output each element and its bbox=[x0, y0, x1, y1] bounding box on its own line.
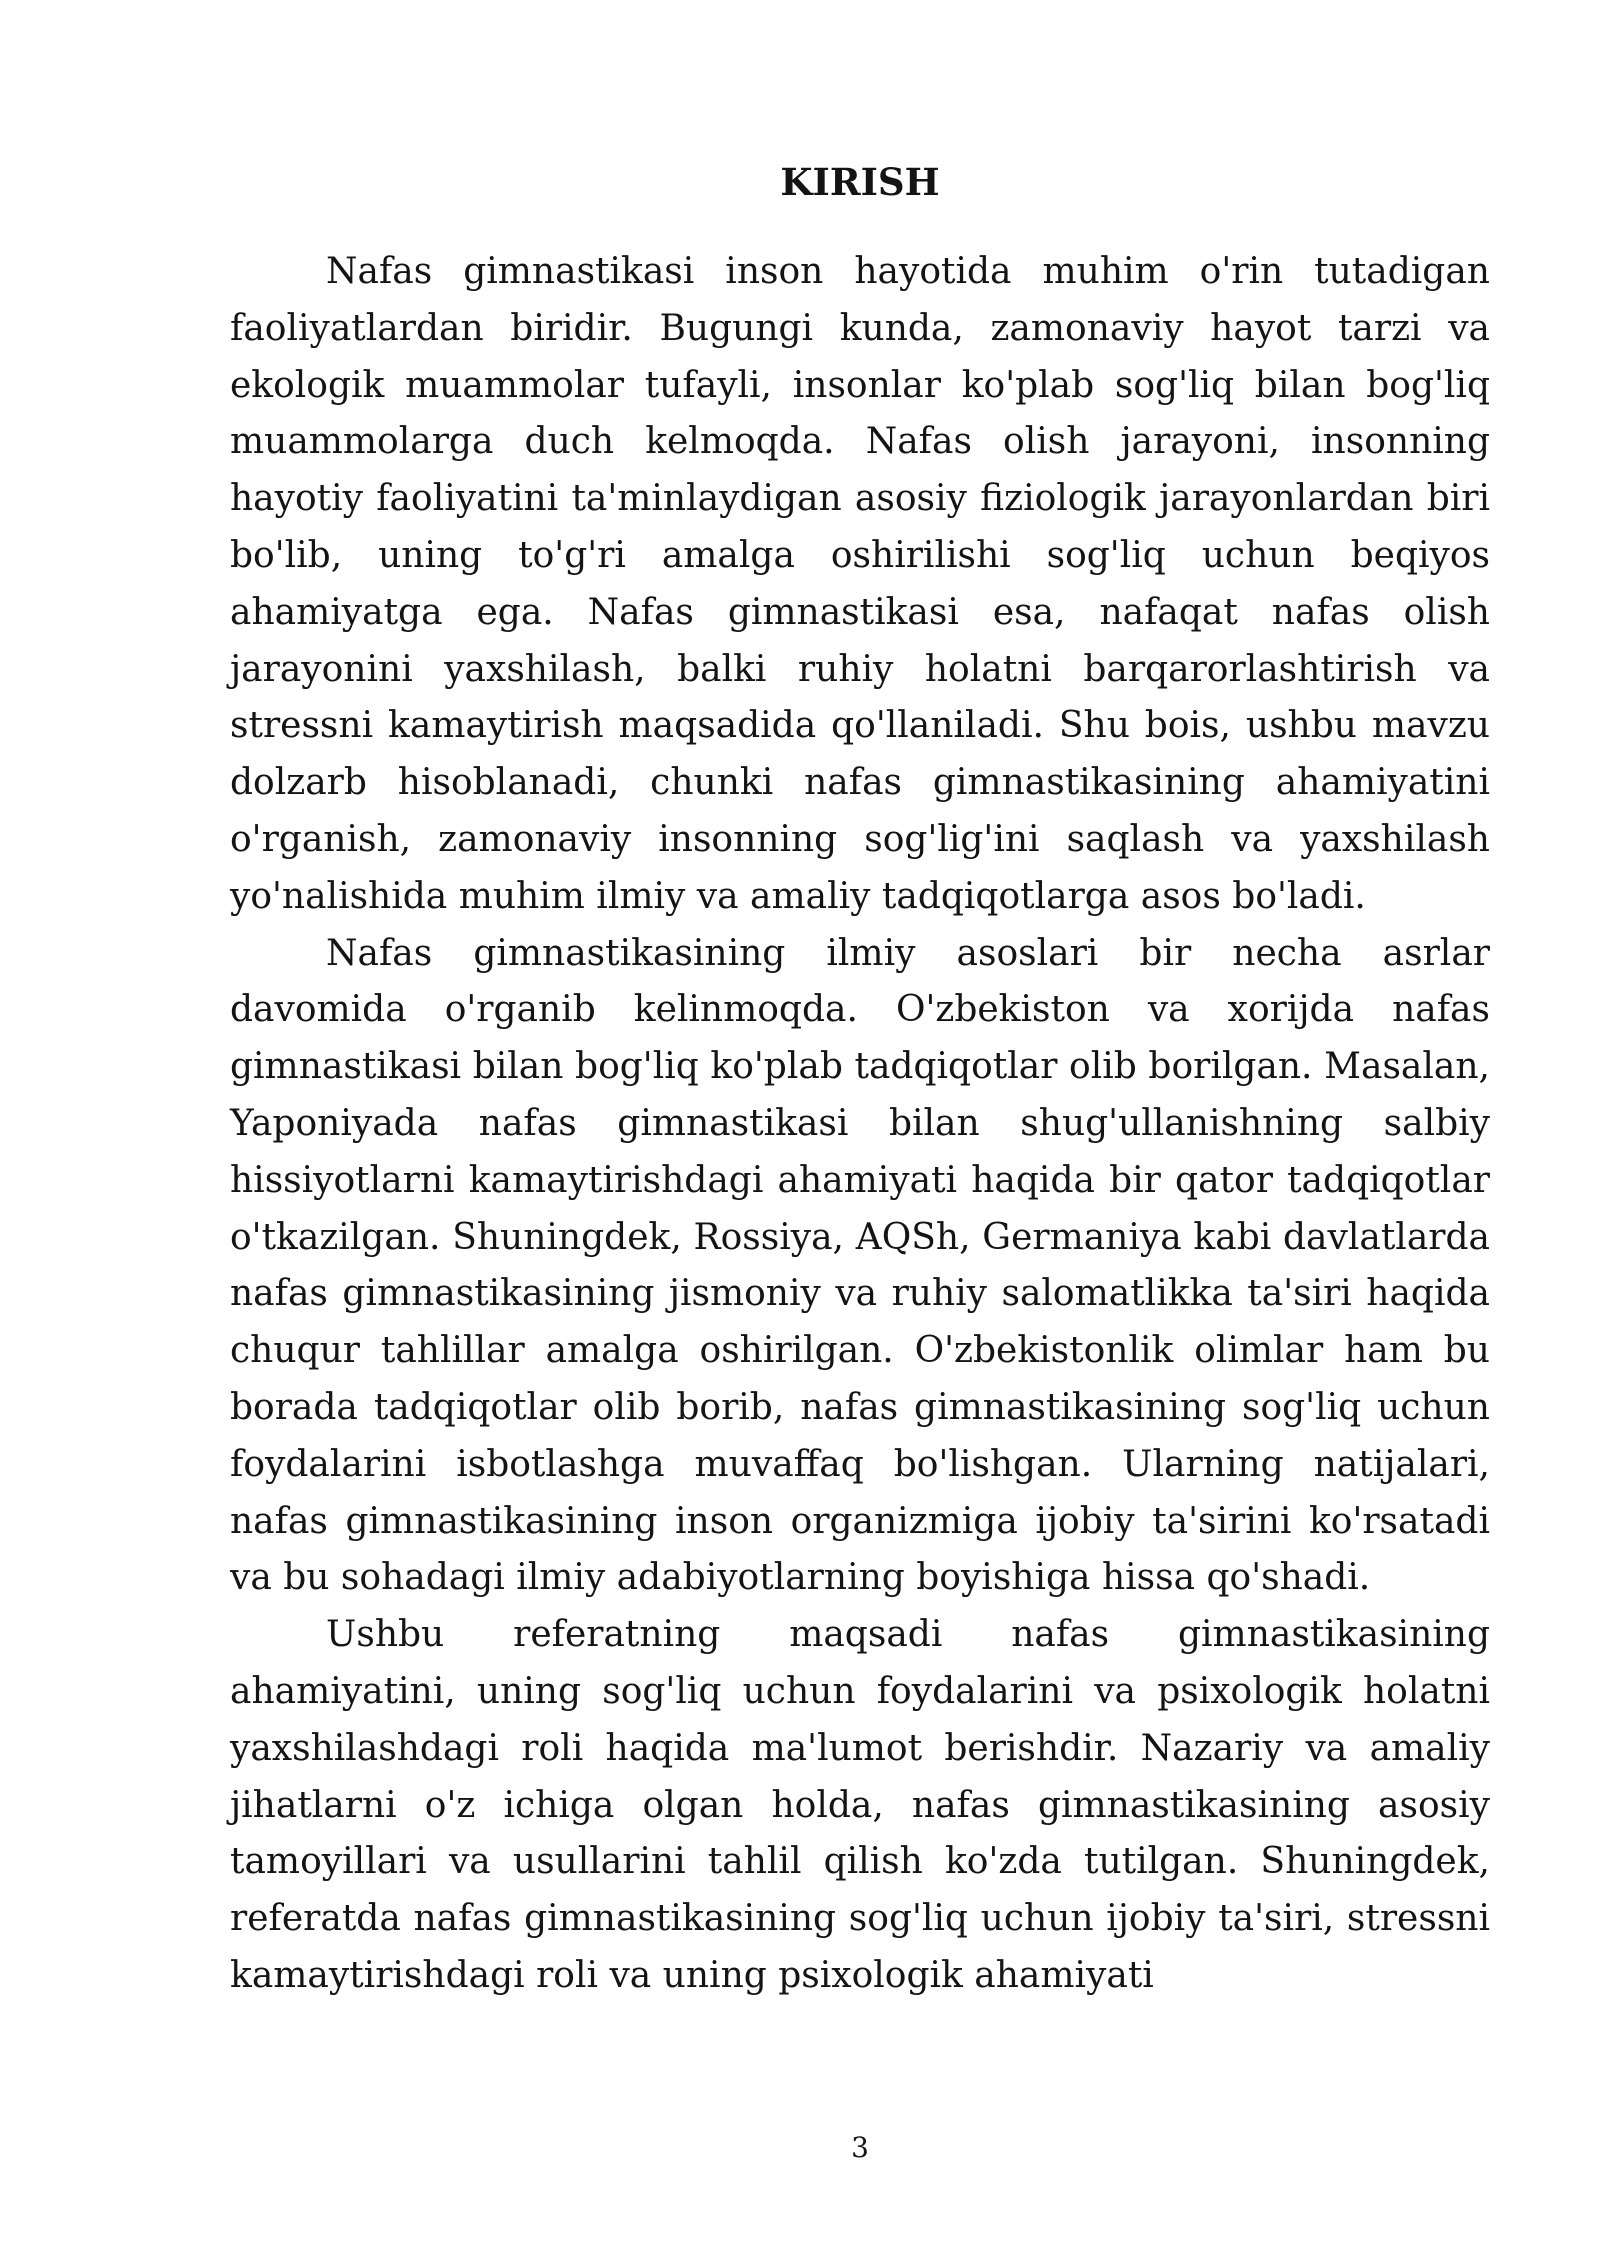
paragraph-purpose: Ushbu referatning maqsadi nafas gimnastikasining ahamiyatini, uning sog'liq uchun foydalarini va psixologik holatni yaxshilashdagi roli haqida ma'lumot berishdir. Nazariy va amaliy jihatlarni o'z ichiga olgan holda, nafas gimnastikasining asosiy tamoyillari va usullarini tahlil qilish ko'zda tutilgan. Shuningdek, referatda nafas gimnastikasining sog'liq uchun ijobiy ta'siri, stressni kamaytirishdagi roli va uning psixologik ahamiyati bbox=[230, 1614, 1490, 1996]
paragraph-research-background: Nafas gimnastikasining ilmiy asoslari bir necha asrlar davomida o'rganib kelinmoqda. O'zbekiston va xorijda nafas gimnastikasi bilan bog'liq ko'plab tadqiqotlar olib borilgan. Masalan, Yaponiyada nafas gimnastikasi bilan shug'ullanishning salbiy hissiyotlarni kamaytirishdagi ahamiyati haqida bir qator tadqiqotlar o'tkazilgan. Shuningdek, Rossiya, AQSh, Germaniya kabi davlatlarda nafas gimnastikasining jismoniy va ruhiy salomatlikka ta'siri haqida chuqur tahlillar amalga oshirilgan. O'zbekistonlik olimlar ham bu borada tadqiqotlar olib borib, nafas gimnastikasining sog'liq uchun foydalarini isbotlashga muvaffaq bo'lishgan. Ularning natijalari, nafas gimnastikasining inson organizmiga ijobiy ta'sirini ko'rsatadi va bu sohadagi ilmiy adabiyotlarning boyishiga hissa qo'shadi. bbox=[230, 932, 1490, 1599]
paragraph-intro: Nafas gimnastikasi inson hayotida muhim o'rin tutadigan faoliyatlardan biridir. Bugungi kunda, zamonaviy hayot tarzi va ekologik muammolar tufayli, insonlar ko'plab sog'liq bilan bog'liq muammolarga duch kelmoqda. Nafas olish jarayoni, insonning hayotiy faoliyatini ta'minlaydigan asosiy fiziologik jarayonlardan biri bo'lib, uning to'g'ri amalga oshirilishi sog'liq uchun beqiyos ahamiyatga ega. Nafas gimnastikasi esa, nafaqat nafas olish jarayonini yaxshilash, balki ruhiy holatni barqarorlashtirish va stressni kamaytirish maqsadida qo'llaniladi. Shu bois, ushbu mavzu dolzarb hisoblanadi, chunki nafas gimnastikasining ahamiyatini o'rganish, zamonaviy insonning sog'lig'ini saqlash va yaxshilash yo'nalishida muhim ilmiy va amaliy tadqiqotlarga asos bo'ladi. bbox=[230, 251, 1490, 917]
page-number: 3 bbox=[851, 2131, 869, 2164]
section-title: KIRISH bbox=[780, 160, 940, 204]
body-text bbox=[230, 244, 1490, 2005]
